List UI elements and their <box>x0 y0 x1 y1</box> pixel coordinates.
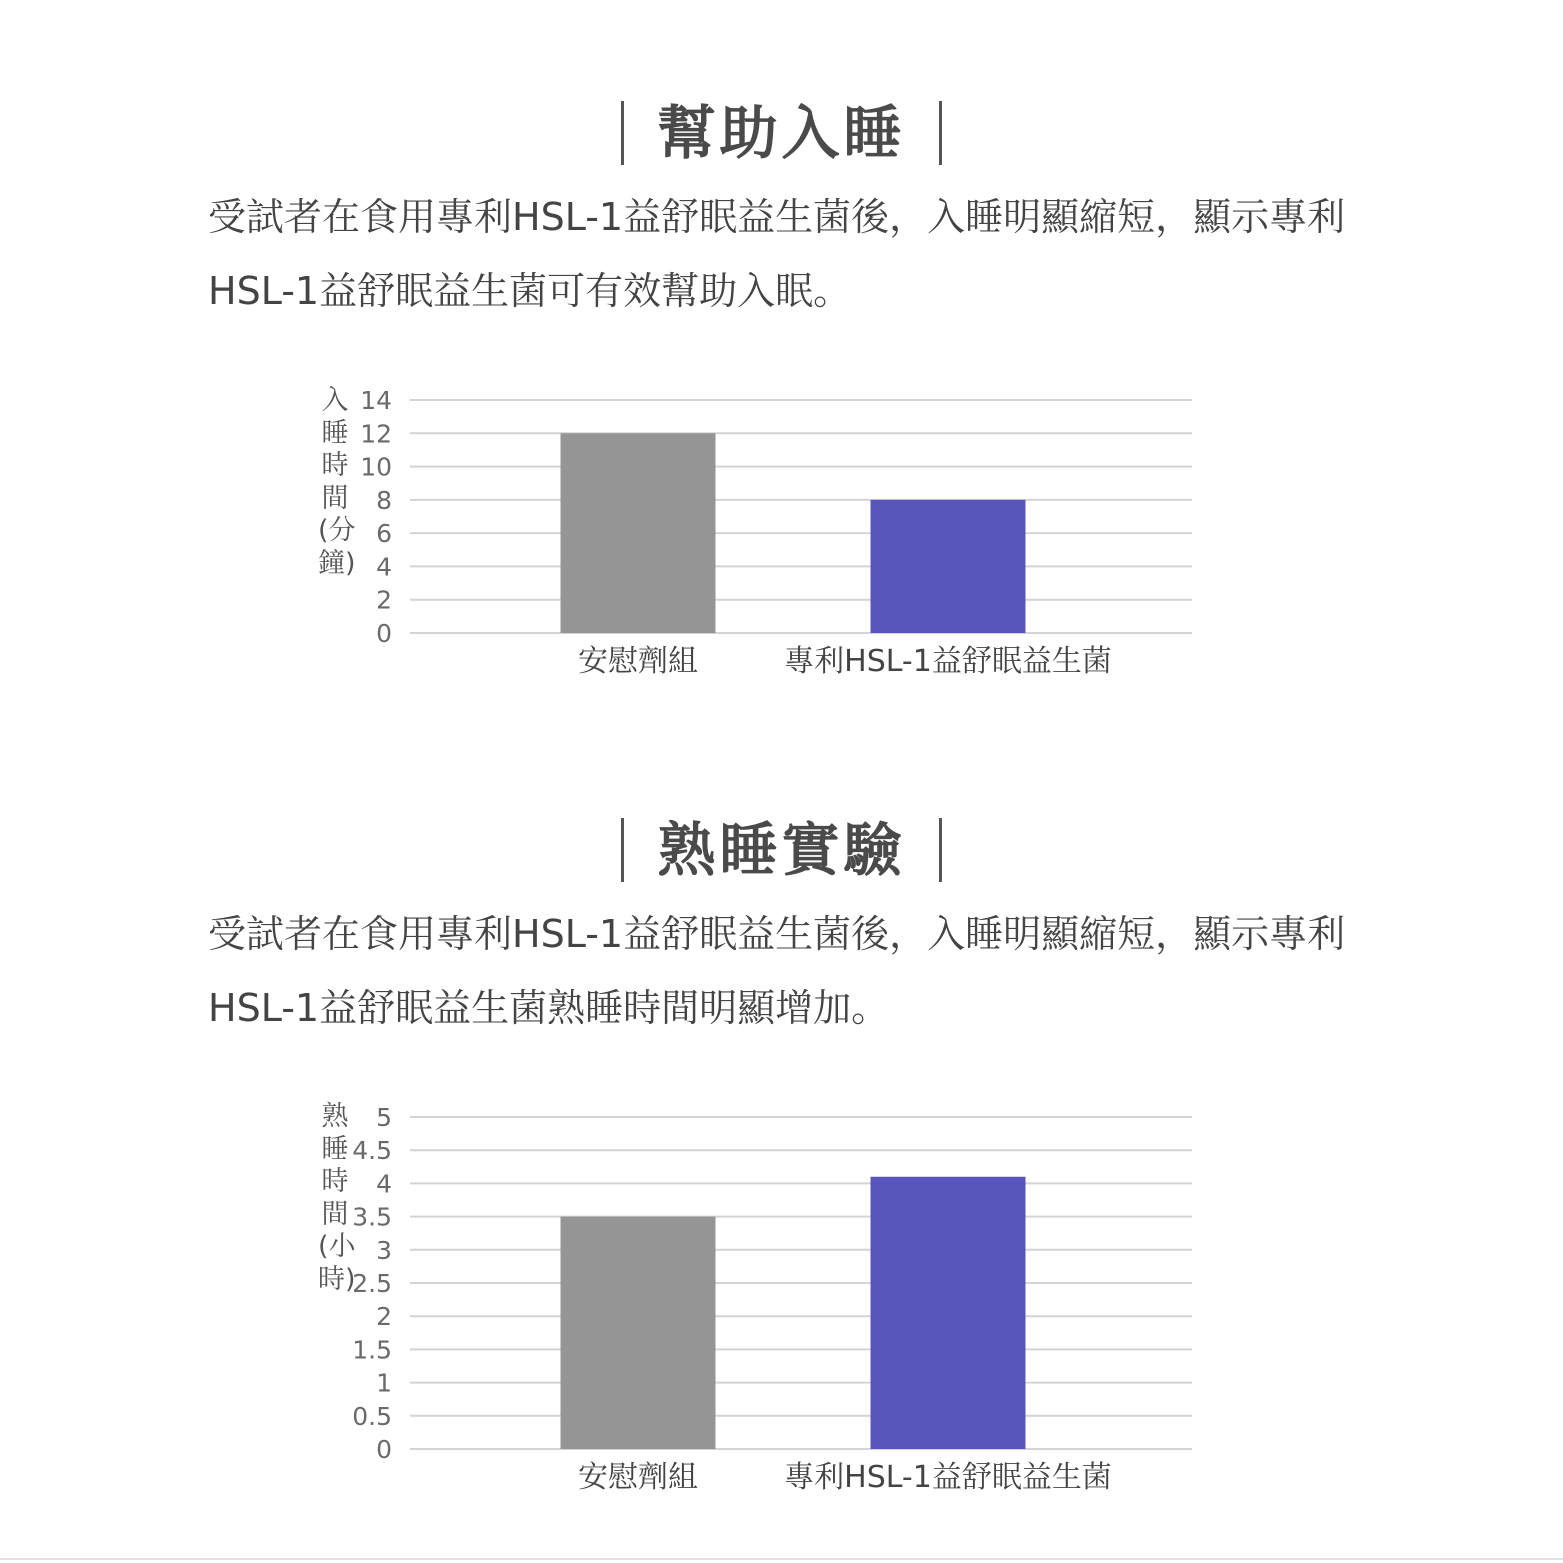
section-fall-asleep <box>0 0 1563 760</box>
x-category-label: 安慰劑組 <box>578 1460 698 1495</box>
x-category-label: 專利HSL-1益舒眠益生菌 <box>784 1460 1112 1495</box>
y-tick-label: 4 <box>376 1169 392 1199</box>
section-title: 幫助入睡 <box>657 98 906 167</box>
section-title: 熟睡實驗 <box>657 815 906 884</box>
bar-probiotic <box>871 1177 1026 1449</box>
bottom-divider <box>0 1558 1563 1560</box>
sleep-onset-bar-chart <box>0 0 1563 760</box>
y-tick-label: 2 <box>376 1302 392 1332</box>
y-tick-label: 6 <box>376 519 392 549</box>
bar-placebo <box>561 433 716 633</box>
y-axis-label: 熟睡時間(小時) <box>318 1101 356 1295</box>
deep-sleep-bar-chart <box>0 717 1563 1563</box>
y-tick-label: 14 <box>360 386 392 415</box>
y-tick-label: 0 <box>376 619 392 648</box>
y-tick-label: 0 <box>376 1435 392 1464</box>
y-tick-label: 0.5 <box>352 1401 392 1431</box>
y-tick-label: 1 <box>376 1368 392 1398</box>
y-axis-label: 入睡時間(分鐘) <box>318 385 356 579</box>
y-tick-label: 2.5 <box>352 1269 392 1298</box>
bar-probiotic <box>871 500 1026 633</box>
y-tick-label: 3.5 <box>352 1202 392 1232</box>
bar-placebo <box>561 1217 716 1449</box>
y-tick-label: 12 <box>360 419 392 449</box>
x-category-label: 安慰劑組 <box>578 644 698 679</box>
y-tick-label: 4.5 <box>352 1136 392 1166</box>
y-tick-label: 5 <box>376 1103 392 1132</box>
y-tick-label: 1.5 <box>352 1335 392 1365</box>
section-description: 受試者在食用專利HSL-1益舒眠益生菌後，入睡明顯縮短，顯示專利HSL-1益舒眠益生菌熟睡時間明顯增加。 <box>208 912 1346 1030</box>
y-tick-label: 8 <box>376 485 392 515</box>
y-tick-label: 3 <box>376 1235 392 1265</box>
y-tick-label: 4 <box>376 552 392 582</box>
y-tick-label: 2 <box>376 585 392 615</box>
x-category-label: 專利HSL-1益舒眠益生菌 <box>784 644 1112 679</box>
section-deep-sleep <box>0 717 1563 1563</box>
section-description: 受試者在食用專利HSL-1益舒眠益生菌後，入睡明顯縮短，顯示專利HSL-1益舒眠益生菌可有效幫助入眠。 <box>208 195 1346 313</box>
y-tick-label: 10 <box>360 452 392 482</box>
